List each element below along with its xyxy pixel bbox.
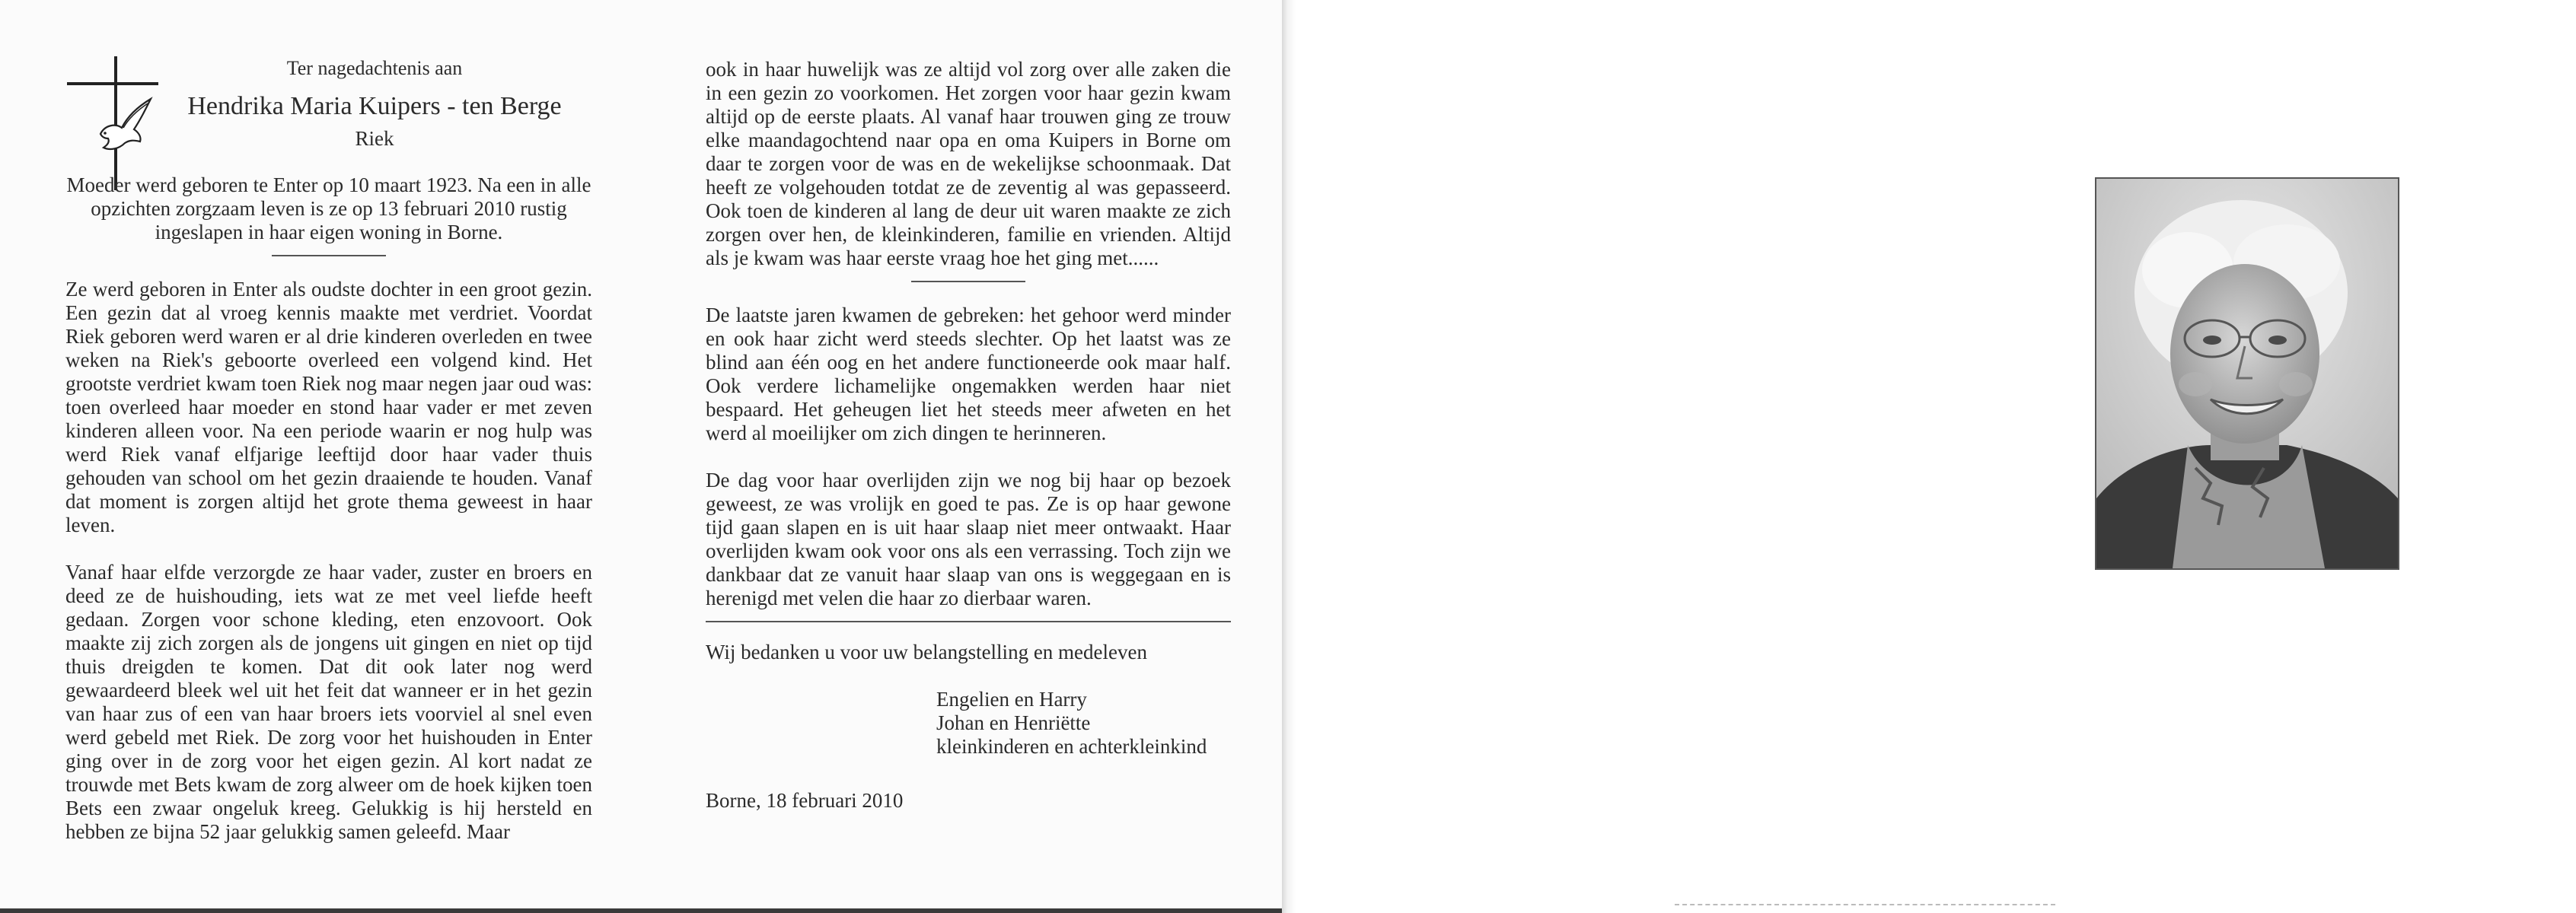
signature-line: Johan en Henriëtte: [936, 711, 1091, 734]
divider: [911, 281, 1025, 282]
place-date: Borne, 18 februari 2010: [706, 789, 904, 812]
birth-paragraph: Moeder werd geboren te Enter op 10 maart 1923. Na een in alle opzichten zorgzaam leven is ze op 13 februari 2010 rustig ingeslapen in haar eigen woning in Borne.: [66, 173, 591, 243]
nickname: Riek: [355, 127, 394, 150]
deceased-name: Hendrika Maria Kuipers - ten Berge: [187, 92, 562, 120]
life-paragraph-2: Vanaf haar elfde verzorgde ze haar vader, zuster en broers en deed ze de huishouding, iets wat ze met veel liefde heeft gedaan. Zorgen voor schone kleding, eten enzovoort. Ook maakte zij zich zorgen als de jongens uit gingen en niet op tijd thuis dreigden te komen. Dat dit ook later nog werd gewaardeerd bleek wel uit het feit dat wanneer er in het gezin van haar zus of een van haar broers iets voorviel al snel even werd gebeld met Riek. De zorg voor het huishouden in Enter ging over in de zorg voor het eigen gezin. Al kort nadat ze trouwde met Bets kwam de zorg alweer om de hoek kijken toen Bets een zwaar ongeluk kreeg. Gelukkig is hij hersteld en hebben ze bijna 52 jaar gelukkig samen geleefd. Maar: [65, 561, 592, 843]
signature-line: kleinkinderen en achterkleinkind: [936, 735, 1207, 758]
life-paragraph-1: Ze werd geboren in Enter als oudste dochter in een groot gezin. Een gezin dat al vroeg kennis maakte met verdriet. Voordat Riek geboren werd waren er al drie kinderen overleden en twee weken na Riek's geboorte overleed een volgend kind. Het grootste verdriet kwam toen Riek nog maar negen jaar oud was: toen overleed haar moeder en stond haar vader er met zeven kinderen alleen voor. Na een periode waarin er nog hulp was werd Riek vanaf elfjarige leeftijd door haar vader thuis gehouden van school om het gezin draaiende te houden. Vanaf dat moment is zorgen altijd het grote thema geweest in haar leven.: [65, 278, 592, 536]
card-fold: [1282, 0, 1296, 913]
page-edge: [1675, 904, 2055, 908]
text-column-left: [65, 46, 592, 867]
divider: [272, 255, 386, 256]
thanks-line: Wij bedanken u voor uw belangstelling en medeleven: [706, 641, 1147, 663]
signature-line: Engelien en Harry: [936, 688, 1087, 711]
life-paragraph-4: De laatste jaren kwamen de gebreken: het gehoor werd minder en ook haar zicht werd steeds slechter. Op het laatst was ze blind aan één oog en het andere functioneerde ook maar half. Ook verdere lichamelijke ongemakken werden haar niet bespaard. Het geheugen liet het steeds meer afweten en het werd al moeilijker om zich dingen te herinneren.: [706, 304, 1231, 444]
text-column-right: [706, 58, 1231, 813]
signatures: [936, 688, 1231, 759]
portrait-illustration: [2096, 179, 2398, 568]
memorial-heading: Ter nagedachtenis aan: [286, 57, 463, 79]
life-paragraph-3: ook in haar huwelijk was ze altijd vol zorg over alle zaken die in een gezin zo voorkomen. Het zorgen voor haar gezin kwam altijd op de eerste plaats. Al vanaf haar trouwen ging ze trouw elke maandagochtend naar opa en oma Kuipers in Borne om daar te zorgen voor de was en de wekelijkse schoonmaak. Dat heeft ze volgehouden totdat ze de zeventig al was gepasseerd. Ook toen de kinderen al lang de deur uit waren maakte ze zich zorgen over hen, de kleinkinderen, familie en vrienden. Altijd als je kwam was haar eerste vraag hoe het ging met......: [706, 58, 1231, 269]
portrait-photo: [2095, 177, 2399, 570]
life-paragraph-5: De dag voor haar overlijden zijn we nog bij haar op bezoek geweest, ze was vrolijk en goed te pas. Ze is op haar gewone tijd gaan slapen en is uit haar slaap niet meer ontwaakt. Haar overlijden kwam ook voor ons als een verrassing. Toch zijn we dankbaar dat ze vanuit haar slaap van ons is weggegaan en is herenigd met velen die haar zo dierbaar waren.: [706, 469, 1231, 609]
divider-long: [706, 621, 1231, 622]
